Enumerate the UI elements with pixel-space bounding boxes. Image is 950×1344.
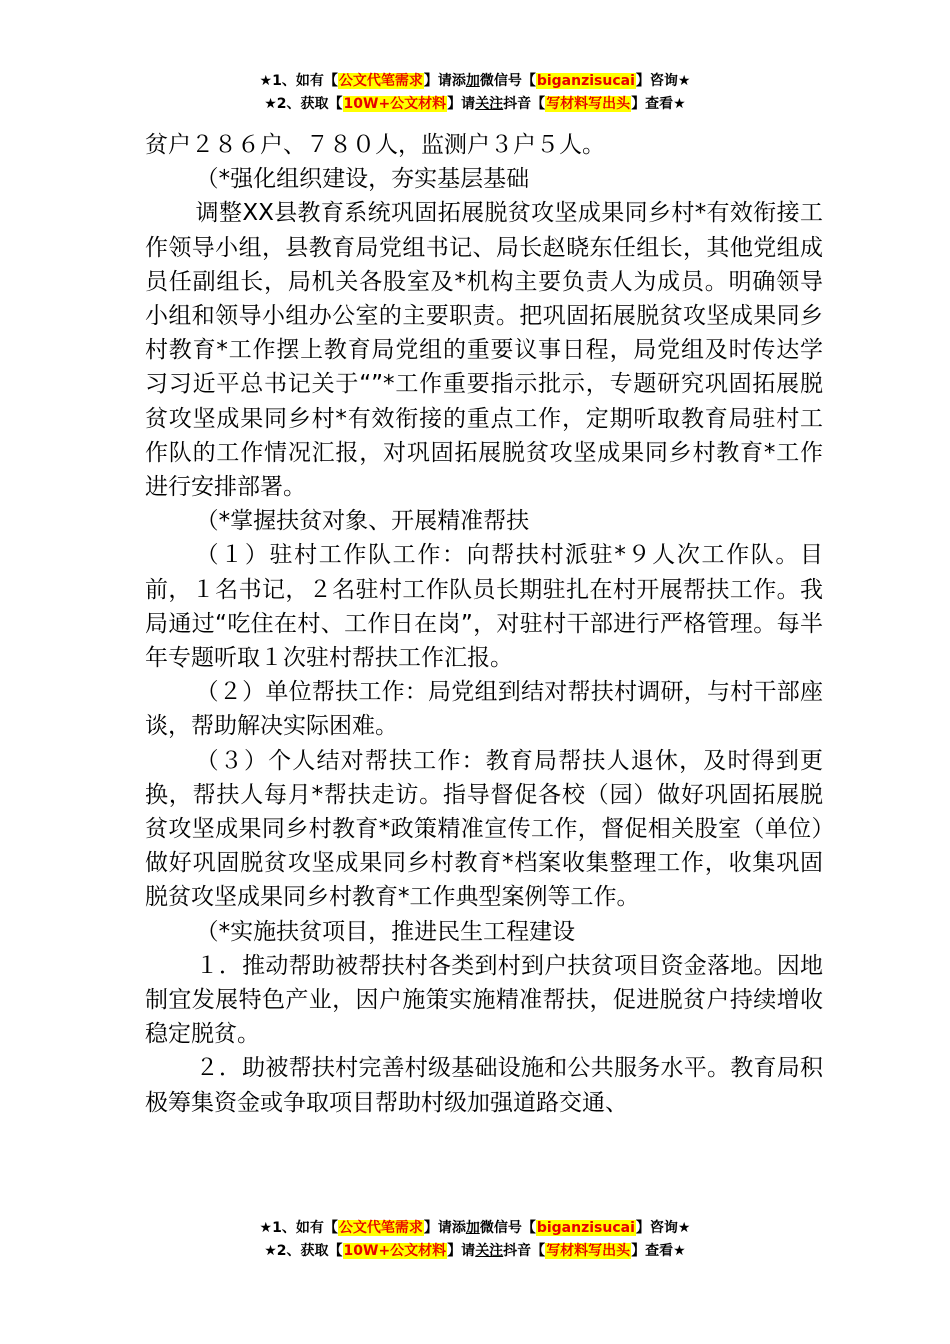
banner-underline: 关注 bbox=[475, 1243, 504, 1259]
banner-highlight: 10W+公文材料 bbox=[343, 96, 447, 112]
header-banner bbox=[0, 70, 950, 116]
section-heading: （*实施扶贫项目，推进民生工程建设 bbox=[195, 918, 576, 945]
banner-highlight: biganzisucai bbox=[536, 1220, 635, 1236]
banner-text: ★2、获取【 bbox=[264, 1243, 343, 1259]
banner-text: 】请添 bbox=[423, 1220, 466, 1236]
banner-line-2 bbox=[0, 1240, 950, 1263]
banner-text: 】咨询★ bbox=[635, 73, 691, 89]
paragraph: １．推动帮助被帮扶村各类到村到户扶贫项目资金落地。因地制宜发展特色产业，因户施策实施精准帮扶，促进脱贫户持续增收稳定脱贫。 bbox=[145, 952, 823, 1048]
banner-highlight: 写材料写出头 bbox=[546, 1243, 631, 1259]
banner-text: 】请 bbox=[447, 1243, 476, 1259]
paragraph: （１）驻村工作队工作：向帮扶村派驻*９人次工作队。目前，１名书记，２名驻村工作队员长期驻扎在村开展帮扶工作。我局通过“吃住在村、工作日在岗”，对驻村干部进行严格管理。每半年专题听取１次驻村帮扶工作汇报。 bbox=[145, 542, 823, 672]
banner-highlight: 公文代笔需求 bbox=[338, 73, 423, 89]
paragraph: 贫户２８６户、７８０人，监测户３户５人。 bbox=[145, 132, 605, 158]
paragraph: 调整XX县教育系统巩固拓展脱贫攻坚成果同乡村*有效衔接工作领导小组，县教育局党组书记、局长赵晓东任组长，其他党组成员任副组长，局机关各股室及*机构主要负责人为成员。明确领导小组和领导小组办公室的主要职责。把巩固拓展脱贫攻坚成果同乡村教育*工作摆上教育局党组的重要议事日程，局党组及时传达学习习近平总书记关于“”*工作重要指示批示，专题研究巩固拓展脱贫攻坚成果同乡村*有效衔接的重点工作，定期听取教育局驻村工作队的工作情况汇报，对巩固拓展脱贫攻坚成果同乡村教育*工作进行安排部署。 bbox=[145, 200, 823, 501]
banner-text: 抖音【 bbox=[503, 1243, 546, 1259]
banner-text: ★2、获取【 bbox=[264, 96, 343, 112]
banner-text: 】查看★ bbox=[631, 1243, 686, 1259]
banner-text: ★1、如有【 bbox=[259, 73, 338, 89]
banner-highlight: 10W+公文材料 bbox=[343, 1243, 447, 1259]
section-heading: （*强化组织建设，夯实基层基础 bbox=[195, 166, 530, 193]
document-body bbox=[145, 128, 823, 1120]
paragraph: ２．助被帮扶村完善村级基础设施和公共服务水平。教育局积极筹集资金或争取项目帮助村级加强道路交通、 bbox=[145, 1055, 823, 1116]
banner-line-1 bbox=[0, 70, 950, 93]
banner-line-2 bbox=[0, 93, 950, 116]
banner-text: 】请添 bbox=[423, 73, 466, 89]
banner-underline: 加 bbox=[465, 1220, 480, 1236]
banner-text: 】请 bbox=[447, 96, 476, 112]
banner-line-1 bbox=[0, 1217, 950, 1240]
paragraph: （３）个人结对帮扶工作：教育局帮扶人退休，及时得到更换，帮扶人每月*帮扶走访。指导督促各校（园）做好巩固拓展脱贫攻坚成果同乡村教育*政策精准宣传工作，督促相关股室（单位）做好巩固脱贫攻坚成果同乡村教育*档案收集整理工作，收集巩固脱贫攻坚成果同乡村教育*工作典型案例等工作。 bbox=[145, 747, 823, 911]
banner-text: 微信号【 bbox=[479, 1220, 536, 1236]
banner-underline: 加 bbox=[465, 73, 480, 89]
banner-highlight: biganzisucai bbox=[536, 73, 635, 89]
section-heading: （*掌握扶贫对象、开展精准帮扶 bbox=[195, 508, 530, 535]
banner-text: ★1、如有【 bbox=[259, 1220, 338, 1236]
banner-text: 抖音【 bbox=[503, 96, 546, 112]
paragraph: （２）单位帮扶工作：局党组到结对帮扶村调研，与村干部座谈，帮助解决实际困难。 bbox=[145, 679, 823, 740]
banner-highlight: 写材料写出头 bbox=[546, 96, 631, 112]
banner-text: 】查看★ bbox=[631, 96, 686, 112]
banner-text: 】咨询★ bbox=[635, 1220, 691, 1236]
footer-banner bbox=[0, 1217, 950, 1263]
banner-underline: 关注 bbox=[475, 96, 504, 112]
banner-text: 微信号【 bbox=[479, 73, 536, 89]
banner-highlight: 公文代笔需求 bbox=[338, 1220, 423, 1236]
